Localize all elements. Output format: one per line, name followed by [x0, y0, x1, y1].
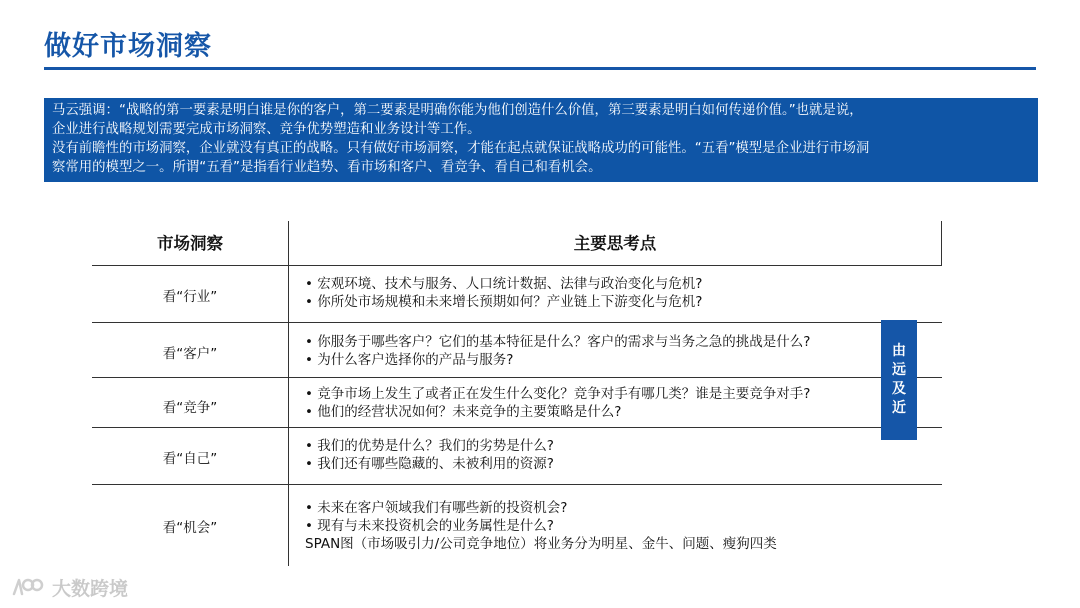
badge-char: 及	[892, 381, 906, 397]
row-points-customer	[305, 333, 865, 369]
watermark-text: 大数跨境	[52, 578, 129, 600]
row-points-self	[305, 437, 865, 473]
near-to-far-badge	[881, 320, 917, 440]
badge-char: 近	[892, 400, 906, 416]
intro-line: 企业进行战略规划需要完成市场洞察、竞争优势塑造和业务设计等工作。	[52, 122, 481, 137]
intro-line: 马云强调：“战略的第一要素是明白谁是你的客户，第二要素是明确你能为他们创造什么价值，第三要素是明白如何传递价值。”也就是说，	[52, 103, 863, 118]
point-item: SPAN图（市场吸引力/公司竞争地位）将业务分为明星、金牛、问题、瘦狗四类	[305, 536, 777, 552]
point-item: • 你服务于哪些客户？它们的基本特征是什么？客户的需求与当务之急的挑战是什么?	[305, 334, 811, 350]
watermark	[10, 574, 128, 601]
row-divider	[92, 484, 942, 485]
row-label-competition: 看“竞争”	[162, 400, 218, 416]
row-label-industry: 看“行业”	[162, 289, 218, 305]
table-header-left: 市场洞察	[157, 234, 223, 253]
row-points-competition	[305, 385, 865, 421]
row-label-self: 看“自己”	[162, 451, 218, 467]
title-underline	[44, 67, 1036, 70]
row-points-industry	[305, 275, 865, 311]
row-divider	[92, 322, 942, 323]
intro-line: 察常用的模型之一。所谓“五看”是指看行业趋势、看市场和客户、看竞争、看自己和看机会。	[52, 160, 602, 175]
row-divider	[92, 427, 942, 428]
badge-char: 远	[892, 362, 906, 378]
point-item: • 未来在客户领域我们有哪些新的投资机会?	[305, 500, 568, 516]
row-divider	[92, 377, 942, 378]
row-label-customer: 看“客户”	[162, 346, 218, 362]
point-item: • 现有与未来投资机会的业务属性是什么?	[305, 518, 554, 534]
table-header-right: 主要思考点	[573, 234, 657, 253]
point-item: • 竞争市场上发生了或者正在发生什么变化？竞争对手有哪几类？谁是主要竞争对手?	[305, 386, 811, 402]
intro-line: 没有前瞻性的市场洞察，企业就没有真正的战略。只有做好市场洞察，才能在起点就保证战略成功的可能性。“五看”模型是企业进行市场洞	[52, 141, 870, 156]
point-item: • 你所处市场规模和未来增长预期如何？产业链上下游变化与危机?	[305, 294, 703, 310]
point-item: • 宏观环境、技术与服务、人口统计数据、法律与政治变化与危机?	[305, 276, 703, 292]
point-item: • 他们的经营状况如何？未来竞争的主要策略是什么?	[305, 404, 622, 420]
row-points-opportunity	[305, 499, 865, 553]
badge-char: 由	[892, 343, 906, 359]
page-title: 做好市场洞察	[44, 31, 212, 62]
header-right-border	[941, 221, 942, 265]
point-item: • 我们的优势是什么？我们的劣势是什么?	[305, 438, 554, 454]
row-divider	[92, 265, 942, 266]
column-divider	[288, 221, 289, 566]
brand-logo-icon	[10, 576, 44, 600]
point-item: • 我们还有哪些隐藏的、未被利用的资源?	[305, 456, 554, 472]
row-label-opportunity: 看“机会”	[162, 520, 218, 536]
intro-box	[44, 98, 1038, 182]
point-item: • 为什么客户选择你的产品与服务?	[305, 352, 514, 368]
